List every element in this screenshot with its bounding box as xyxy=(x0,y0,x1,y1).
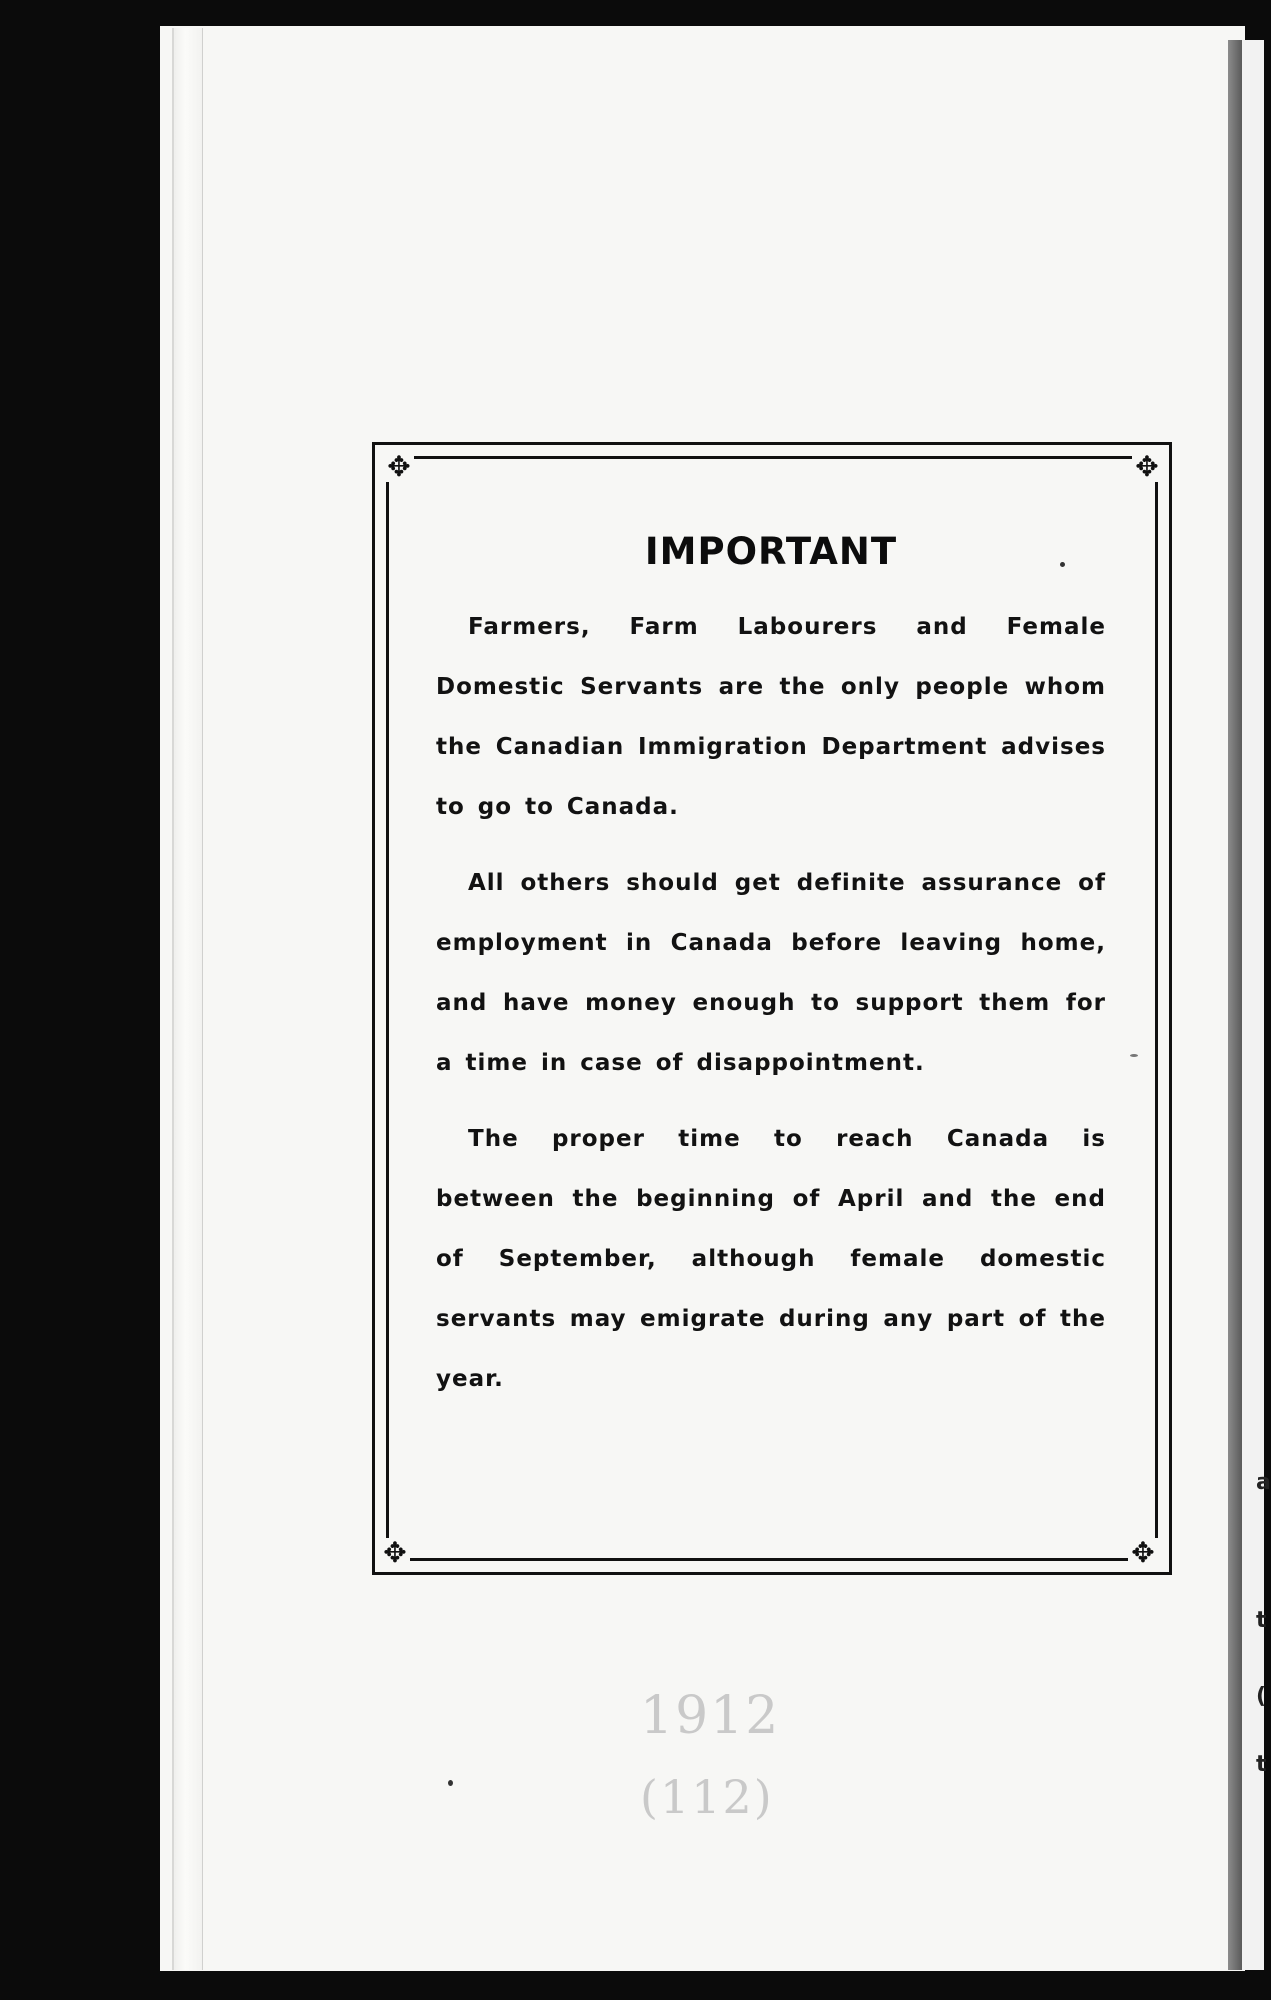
page-binding-edge xyxy=(172,28,203,1970)
fleuron-corner-icon: ✥ xyxy=(384,452,414,482)
fleuron-corner-icon: ✥ xyxy=(380,1538,410,1568)
notice-paragraph: The proper time to reach Canada is between the beginning of April and the end of September, although female domestic servants may emigrate during any part of the year. xyxy=(436,1126,1106,1392)
scan-speck xyxy=(448,1780,453,1786)
notice-title: IMPORTANT xyxy=(644,530,898,573)
adjacent-page-letter: ( xyxy=(1256,1684,1267,1709)
adjacent-page-sliver xyxy=(1242,40,1264,1970)
adjacent-page-letter: t xyxy=(1256,1608,1267,1633)
scan-speck xyxy=(1060,562,1065,567)
adjacent-page-letter: a xyxy=(1256,1470,1271,1495)
notice-paragraph: All others should get definite assurance of employment in Canada before leaving home, and have money enough to support them for a time in case of disappointment. xyxy=(436,870,1106,1076)
adjacent-page-letter: t xyxy=(1256,1752,1267,1777)
handwritten-year: 1912 xyxy=(640,1686,781,1746)
fleuron-corner-icon: ✥ xyxy=(1132,452,1162,482)
fleuron-corner-icon: ✥ xyxy=(1128,1538,1158,1568)
notice-paragraph: Farmers, Farm Labourers and Female Domestic Servants are the only people whom the Canadian Immigration Department advises to go to Canada. xyxy=(436,614,1106,820)
handwritten-number: (112) xyxy=(640,1770,774,1824)
page-shadow-edge xyxy=(1228,40,1242,1970)
notice-body xyxy=(436,530,1106,1425)
scan-speck xyxy=(1130,1054,1138,1057)
